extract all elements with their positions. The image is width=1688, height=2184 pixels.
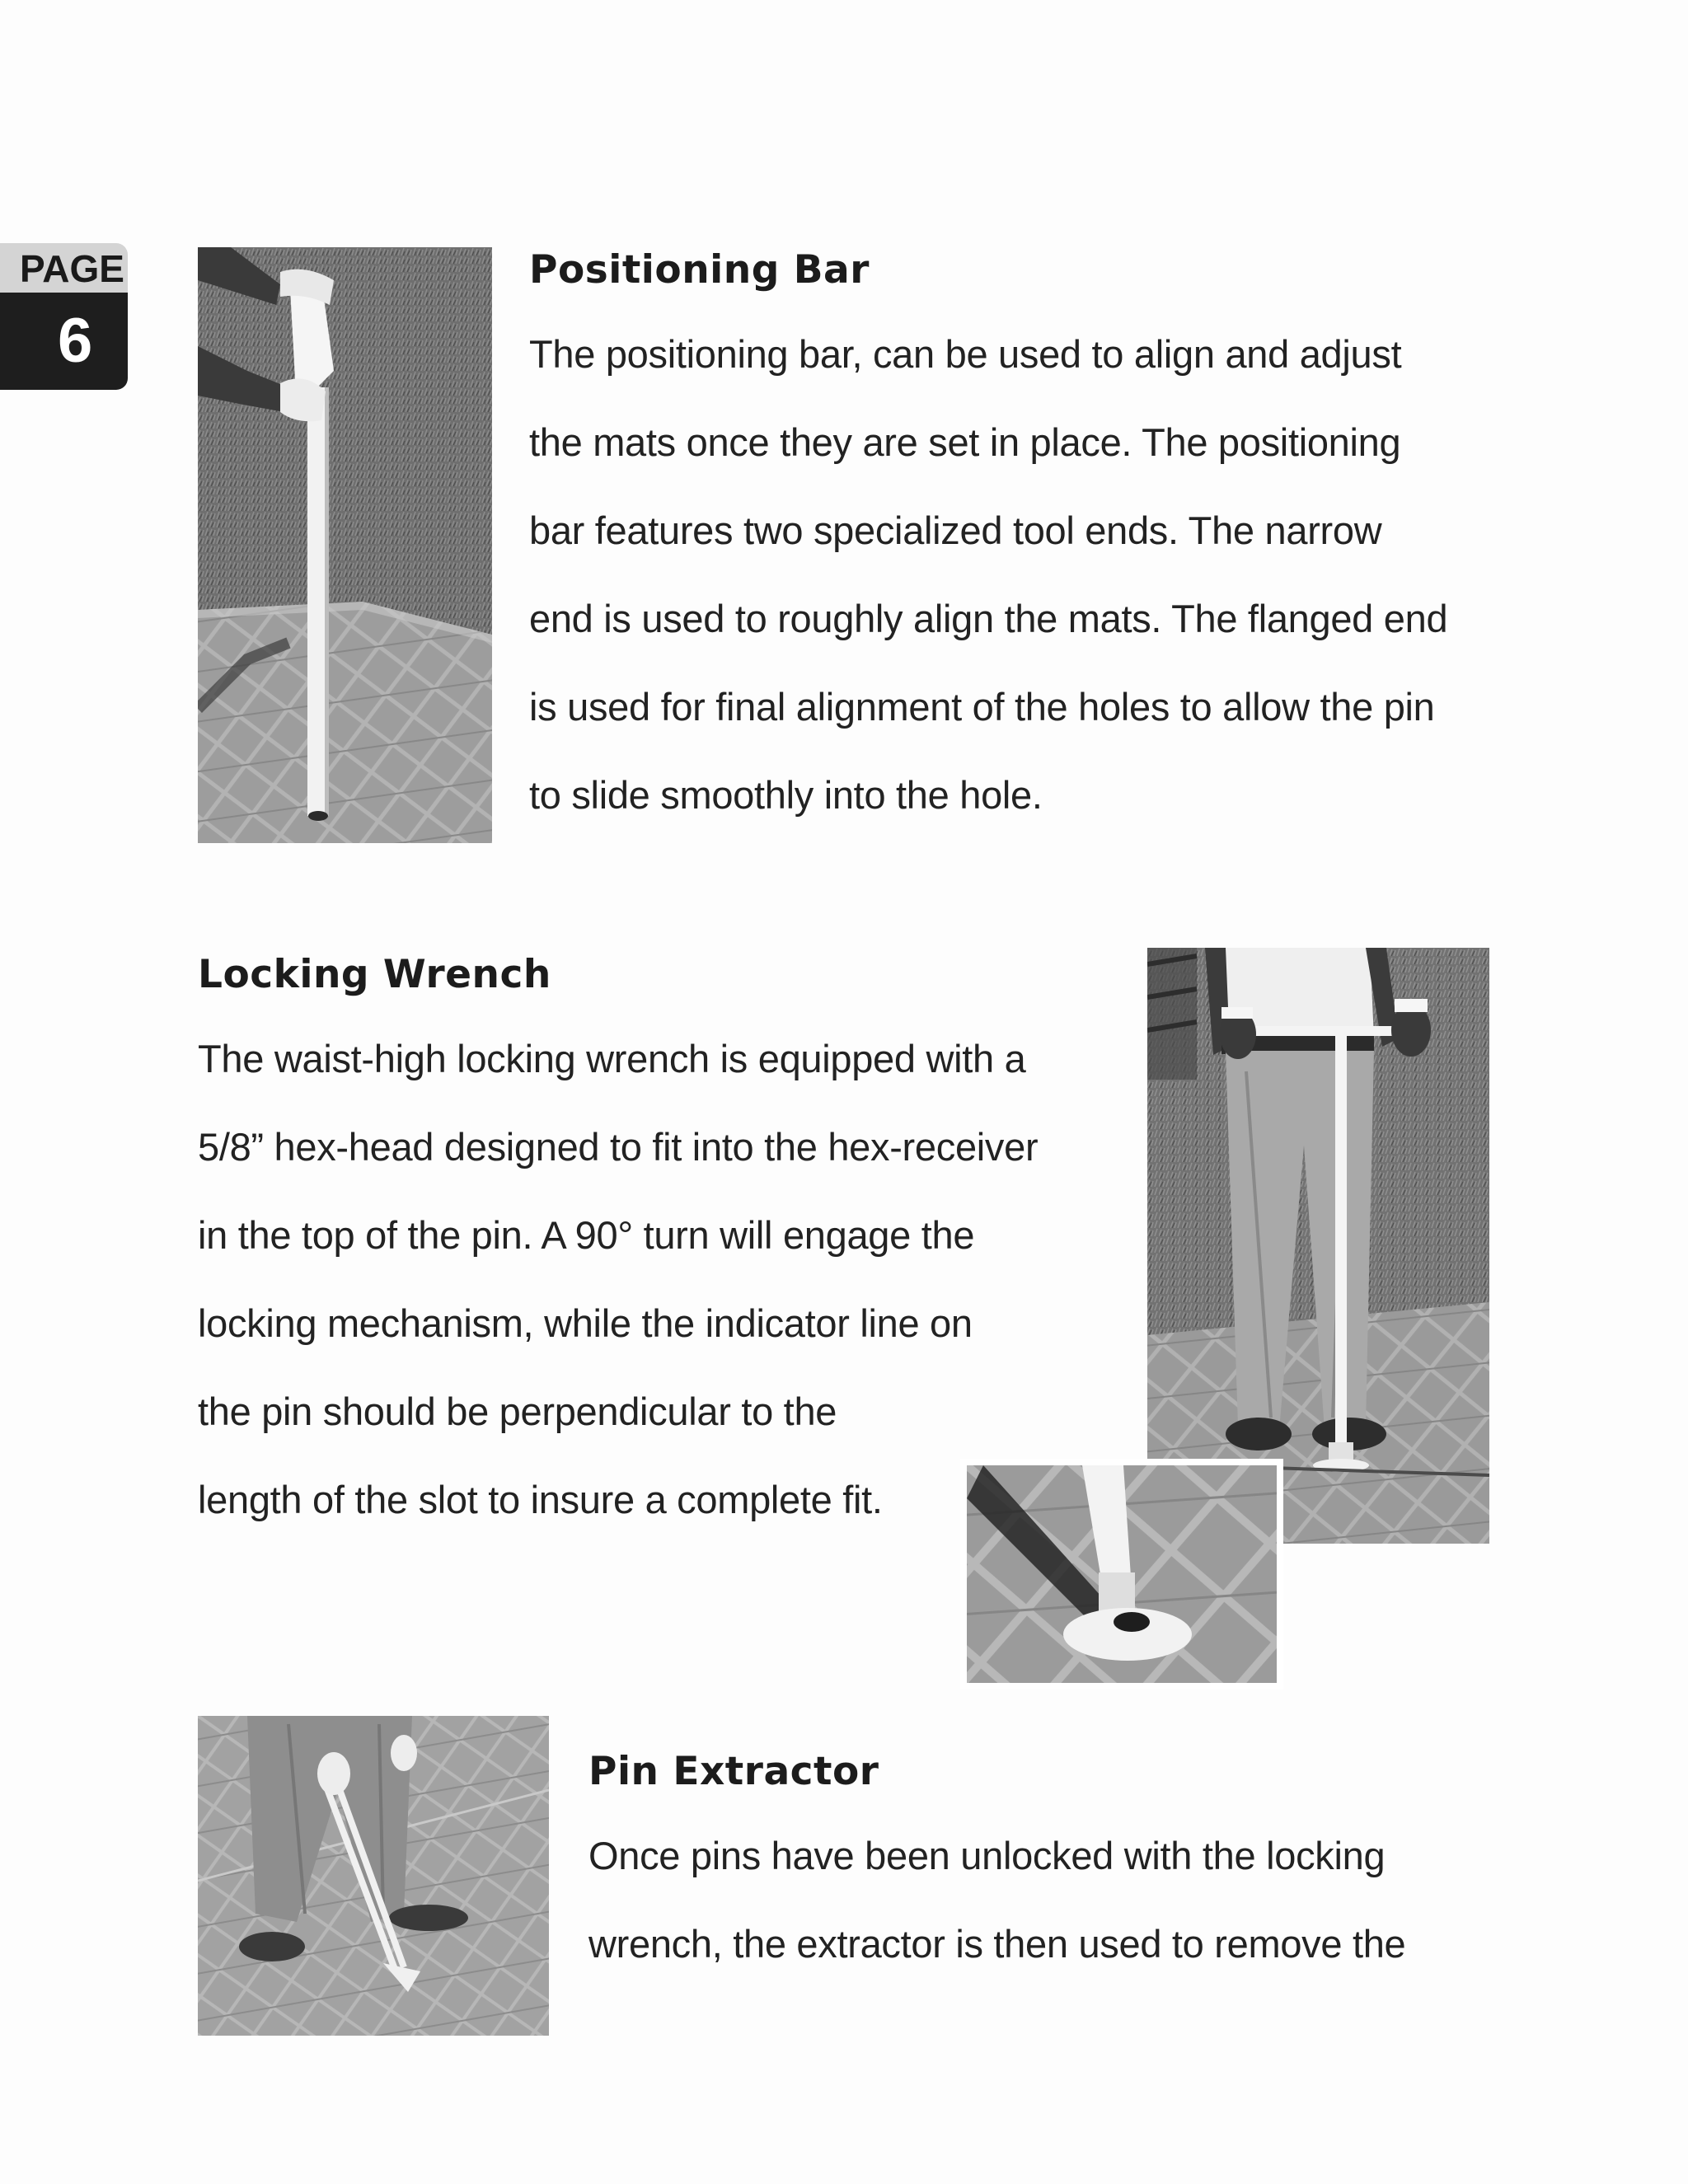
page-number: 6 — [0, 293, 128, 390]
text-line: the pin should be perpendicular to the — [198, 1390, 837, 1433]
locking-wrench-title: Locking Wrench — [198, 952, 551, 997]
positioning-bar-title: Positioning Bar — [529, 247, 870, 293]
locking-wrench-closeup-photo — [960, 1459, 1283, 1690]
page-tab-label: PAGE — [0, 243, 128, 293]
text-line: Once pins have been unlocked with the locking — [588, 1834, 1386, 1877]
page-tab — [0, 243, 128, 390]
text-line: locking mechanism, while the indicator line on — [198, 1301, 973, 1345]
text-line: to slide smoothly into the hole. — [529, 773, 1043, 817]
text-line: wrench, the extractor is then used to remove the — [588, 1922, 1406, 1966]
text-line: The waist-high locking wrench is equipped with a — [198, 1037, 1026, 1080]
text-line: 5/8” hex-head designed to fit into the hex-receiver — [198, 1125, 1039, 1169]
locking-wrench-section — [198, 952, 1038, 1544]
text-line: the mats once they are set in place. The positioning — [529, 420, 1401, 464]
text-line: in the top of the pin. A 90° turn will engage the — [198, 1213, 975, 1257]
locking-wrench-photo — [1147, 948, 1489, 1544]
text-line: The positioning bar, can be used to align and adjust — [529, 332, 1402, 376]
pin-extractor-photo — [198, 1716, 549, 2036]
pin-extractor-title: Pin Extractor — [588, 1749, 879, 1794]
text-line: end is used to roughly align the mats. The flanged end — [529, 597, 1448, 640]
pin-extractor-section — [588, 1749, 1405, 1988]
positioning-bar-photo — [198, 247, 492, 843]
text-line: bar features two specialized tool ends. The narrow — [529, 509, 1382, 552]
text-line: length of the slot to insure a complete fit. — [198, 1478, 883, 1521]
positioning-bar-section — [529, 247, 1447, 839]
text-line: is used for final alignment of the holes to allow the pin — [529, 685, 1435, 729]
